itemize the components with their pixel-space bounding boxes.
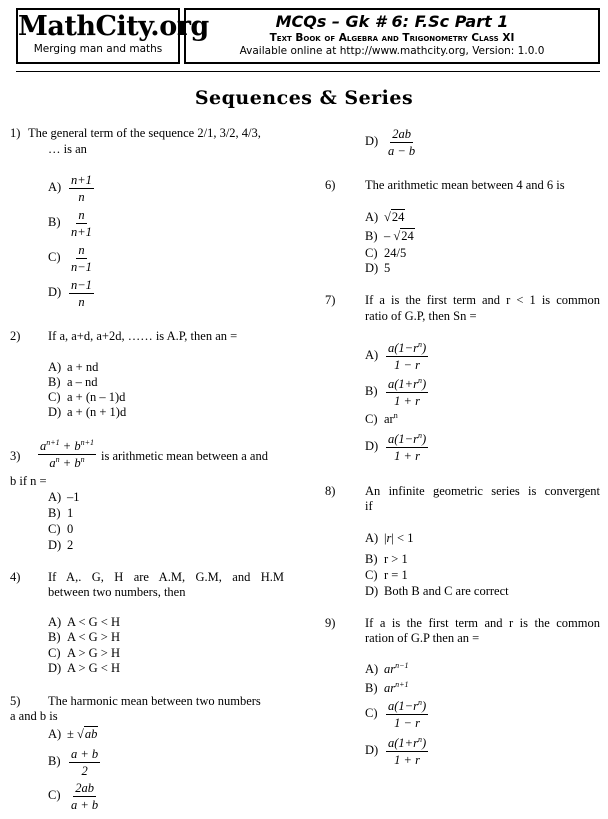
question-number: 7)	[325, 293, 336, 307]
question-text: The harmonic mean between two numbers	[48, 694, 261, 708]
option-d[interactable]: D) a + (n + 1)d	[48, 405, 127, 419]
question-text-cont: between two numbers, then	[48, 585, 186, 599]
option-d[interactable]: D) A > G < H	[48, 661, 120, 675]
option-d[interactable]: D) Both B and C are correct	[365, 584, 509, 598]
question-number: 6)	[325, 178, 336, 192]
availability-note: Available online at http://www.mathcity.org, Version: 1.0.0	[239, 45, 545, 57]
question-text: is arithmetic mean between a and	[101, 449, 268, 463]
page-title: Sequences & Series	[194, 87, 414, 109]
option-c[interactable]: C) a + (n – 1)d	[48, 390, 126, 404]
document-info	[184, 8, 600, 64]
option-c[interactable]: C) 0	[48, 522, 74, 536]
option-c[interactable]: C) A > G > H	[48, 646, 120, 660]
question-number: 2)	[10, 329, 21, 343]
fraction: $\frac{a(1+r^n)}{1 + r}$	[388, 375, 427, 408]
square-root: 24	[391, 210, 405, 224]
option-c[interactable]: C) $\frac{n}{n-1}$	[48, 243, 92, 274]
option-b[interactable]: B) – √24	[365, 229, 414, 243]
question-number: 5)	[10, 694, 21, 708]
fraction: $\frac{n+1}{n}$	[71, 173, 92, 204]
square-root: ab	[84, 727, 98, 741]
question-text: An infinite geometric series is convergent	[365, 484, 600, 498]
option-a[interactable]: A) –1	[48, 490, 80, 504]
document-title: MCQs – Gk # 6: F.Sc Part 1	[275, 12, 509, 31]
option-d[interactable]: D) 5	[365, 261, 391, 275]
fraction: $\frac{n}{n+1}$	[71, 208, 92, 239]
option-d[interactable]: D) $\frac{a(1-r^n)}{1 + r}$	[365, 430, 427, 463]
fraction: $\frac{n}{n-1}$	[71, 243, 92, 274]
option-d[interactable]: D) 2	[48, 538, 74, 552]
option-a[interactable]: A) A < G < H	[48, 615, 120, 629]
question-number: 3)	[10, 449, 21, 463]
mathcity-logo[interactable]	[16, 8, 209, 64]
option-b[interactable]: B) $\frac{n}{n+1}$	[48, 208, 92, 239]
question-text: If a, a+d, a+2d, …… is A.P, then an =	[48, 329, 238, 343]
option-c[interactable]: C) $\frac{a(1-r^n)}{1 - r}$	[365, 697, 427, 730]
question-text-cont: … is an	[48, 142, 87, 156]
question-text-cont: b if n =	[10, 474, 47, 488]
question-text-cont: if	[365, 499, 373, 513]
option-c[interactable]: C) $ar^n$	[365, 410, 398, 426]
fraction: $\frac{a(1-r^n)}{1 + r}$	[388, 430, 427, 463]
header-divider	[16, 71, 600, 72]
question-text: If a is the first term and r is the common	[365, 616, 600, 630]
question-number: 9)	[325, 616, 336, 630]
option-a[interactable]: A) $\frac{n+1}{n}$	[48, 173, 92, 204]
question-text: If a is the first term and r < 1 is common	[365, 293, 600, 307]
option-b[interactable]: B) $\frac{a + b}{2}$	[48, 747, 99, 778]
option-a[interactable]: A) |r| < 1	[365, 531, 414, 545]
option-d[interactable]: D) $\frac{a(1+r^n)}{1 + r}$	[365, 734, 427, 767]
question-text-cont: ration of G.P then an =	[365, 631, 480, 645]
fraction: $\frac{a(1-r^n)}{1 - r}$	[388, 697, 427, 730]
fraction: $\frac{a(1+r^n)}{1 + r}$	[388, 734, 427, 767]
question-5-option-d[interactable]: D) $\frac{2ab}{a - b}$	[365, 127, 416, 158]
option-a[interactable]: A) ± √ab	[48, 727, 98, 741]
option-b[interactable]: B) a – nd	[48, 375, 98, 389]
question-number: 1)	[10, 126, 21, 140]
option-c[interactable]: C) 24/5	[365, 246, 407, 260]
option-b[interactable]: B) $\frac{a(1+r^n)}{1 + r}$	[365, 375, 427, 408]
question-fraction: $\frac{a^{n+1} + b^{n+1}}{a^n + b^n}$	[40, 437, 94, 470]
question-text: If A,. G, H are A.M, G.M, and H.M	[48, 570, 284, 584]
option-b[interactable]: B) 1	[48, 506, 74, 520]
square-root: 24	[401, 229, 414, 243]
option-a[interactable]: A) a + nd	[48, 360, 99, 374]
logo-tagline: Merging man and maths	[33, 43, 163, 55]
question-text-cont: ratio of G.P, then Sn =	[365, 309, 477, 323]
logo-title: MathCity.org	[18, 11, 209, 42]
fraction: $\frac{a + b}{2}$	[71, 747, 99, 778]
document-subtitle: Text Book of Algebra and Trigonometry Class XI	[269, 32, 515, 44]
option-b[interactable]: B) A < G > H	[48, 630, 120, 644]
question-text-cont: a and b is	[10, 709, 58, 723]
fraction: $\frac{2ab}{a - b}$	[388, 127, 416, 158]
page-header	[16, 8, 600, 68]
fraction: $\frac{a(1-r^n)}{1 - r}$	[388, 339, 427, 372]
option-d[interactable]: D) $\frac{n-1}{n}$	[48, 278, 92, 309]
option-b[interactable]: B) r > 1	[365, 552, 408, 566]
option-b[interactable]: B) $ar^{n+1}$	[365, 679, 409, 695]
question-text: The general term of the sequence 2/1, 3/2, 4/3,	[28, 126, 261, 140]
option-c[interactable]: C) $\frac{2ab}{a + b}$	[48, 781, 99, 812]
fraction: $\frac{n-1}{n}$	[71, 278, 92, 309]
option-a[interactable]: A) $\frac{a(1-r^n)}{1 - r}$	[365, 339, 427, 372]
question-number: 8)	[325, 484, 336, 498]
fraction: $\frac{2ab}{a + b}$	[71, 781, 99, 812]
option-a[interactable]: A) $ar^{n-1}$	[365, 660, 409, 676]
option-a[interactable]: A) √24	[365, 210, 405, 224]
option-c[interactable]: C) r = 1	[365, 568, 408, 582]
question-number: 4)	[10, 570, 21, 584]
question-text: The arithmetic mean between 4 and 6 is	[365, 178, 565, 192]
